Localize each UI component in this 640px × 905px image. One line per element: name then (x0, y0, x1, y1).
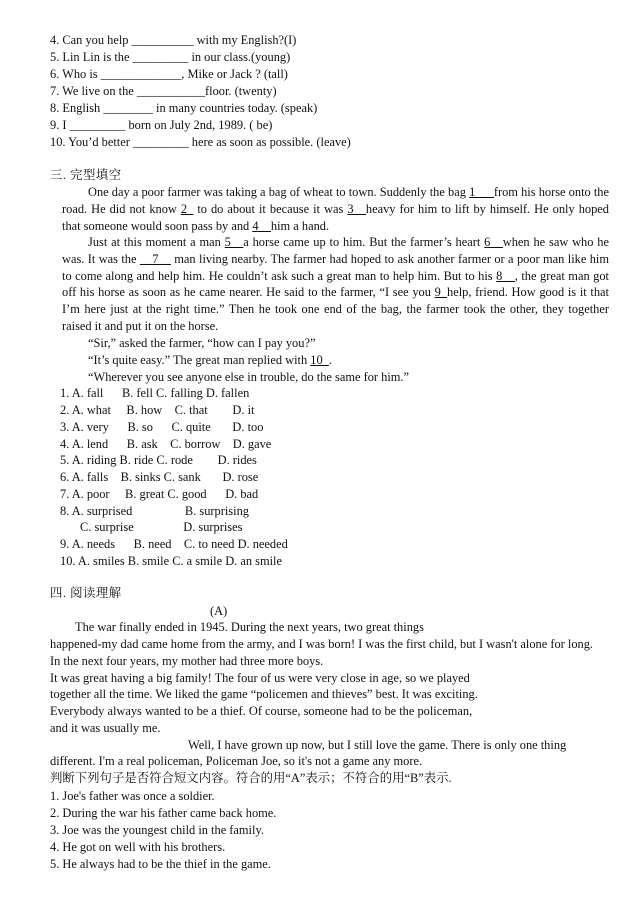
cloze-paragraph-2 (62, 234, 609, 335)
statement-item: 3. Joe was the youngest child in the family. (50, 823, 264, 837)
passage-line: together all the time. We liked the game “policemen and thieves” best. It was exciting. (50, 687, 478, 701)
cloze-heading: 三. 完型填空 (50, 168, 122, 182)
text-run: when he saw who he was. It was the (62, 235, 609, 266)
fill-item: 9. I _________ born on July 2nd, 1989. ( be) (50, 118, 273, 132)
text-run: help, friend. How good is it that I’m here just at the right time.” Then he took one end of the bag, the farmer took the other, they together raised it and put it on the horse. (62, 285, 609, 333)
option-row: 3. A. very B. so C. quite D. too (60, 420, 264, 434)
fill-item: 6. Who is _____________, Mike or Jack ? (tall) (50, 67, 288, 81)
blank-9: 9_ (434, 285, 448, 300)
option-row: 1. A. fall B. fell C. falling D. fallen (60, 386, 250, 400)
fill-item: 8. English ________ in many countries today. (speak) (50, 101, 318, 115)
passage-line: Well, I have grown up now, but I still love the game. There is only one thing (188, 738, 567, 752)
statement-item: 1. Joe's father was once a soldier. (50, 789, 215, 803)
blank-6: 6__ (484, 235, 503, 249)
blank-7: __7__ (139, 251, 171, 266)
fill-item: 7. We live on the ___________floor. (twenty) (50, 84, 277, 98)
text-run: to do about it because it was (193, 201, 348, 216)
text-run: “It’s quite easy.” The great man replied with (88, 353, 311, 367)
passage-line: In the next four years, my mother had three more boys. (50, 654, 324, 668)
instruction-text: 判断下列句子是否符合短文内容。符合的用“A”表示；不符合的用“B”表示. (50, 771, 452, 785)
blank-8: 8__ (496, 268, 515, 283)
text-run: him a hand. (270, 218, 330, 233)
option-row: 2. A. what B. how C. that D. it (60, 403, 255, 417)
fill-item: 5. Lin Lin is the _________ in our class.(young) (50, 50, 291, 64)
option-row: 7. A. poor B. great C. good D. bad (60, 487, 259, 501)
dialogue-line: “Wherever you see anyone else in trouble, do the same for him.” (88, 370, 410, 384)
fill-item: 10. You’d better _________ here as soon as possible. (leave) (50, 135, 351, 149)
option-row: 8. A. surprised B. surprising (60, 504, 249, 518)
blank-3: 3__ (347, 201, 366, 216)
text-run: . (328, 353, 332, 367)
text-run: man living nearby. The farmer had hoped to ask another farmer or a poor man like him to come along and help him. He couldn’t ask such a great man to help him. But to his (62, 251, 610, 283)
passage-line: happened-my dad came home from the army, and I was born! I was the first child, but I wasn't alone for long. (50, 637, 594, 651)
fill-item: 4. Can you help __________ with my English?(I) (50, 33, 297, 47)
dialogue-line: “Sir,” asked the farmer, “how can I pay you?” (88, 336, 316, 350)
passage-line: Everybody always wanted to be a thief. Of course, someone had to be the policeman, (50, 704, 473, 718)
passage-line: different. I'm a real policeman, Policeman Joe, so it's not a game any more. (50, 754, 423, 768)
blank-5: 5__ (224, 235, 244, 249)
passage-line: It was great having a big family! The four of us were very close in age, so we played (50, 671, 470, 685)
statement-item: 4. He got on well with his brothers. (50, 840, 226, 854)
option-row: C. surprise D. surprises (80, 520, 243, 534)
text-run: heavy for him to lift by himself. He only hoped that someone would soon pass by and (62, 201, 609, 233)
text-run: a horse came up to him. But the farmer’s heart (243, 235, 485, 249)
option-row: 6. A. falls B. sinks C. sank D. rose (60, 470, 259, 484)
option-row: 9. A. needs B. need C. to need D. needed (60, 537, 288, 551)
text-run: Just at this moment a man (88, 235, 225, 249)
blank-4: 4__ (252, 218, 271, 233)
statement-item: 2. During the war his father came back home. (50, 806, 277, 820)
option-row: 5. A. riding B. ride C. rode D. rides (60, 453, 257, 467)
text-run: One day a poor farmer was taking a bag of wheat to town. Suddenly the bag (88, 185, 470, 199)
blank-1: 1___ (469, 185, 494, 199)
blank-10: 10_ (310, 353, 329, 367)
statement-item: 5. He always had to be the thief in the game. (50, 857, 271, 871)
passage-line: The war finally ended in 1945. During the next years, two great things (75, 620, 424, 634)
dialogue-line (88, 352, 332, 369)
reading-heading: 四. 阅读理解 (50, 586, 122, 600)
text-run: , the great man got off his horse as soon as he came nearer. He said to the farmer, “I see you (62, 268, 609, 300)
passage-label: (A) (210, 604, 228, 618)
option-row: 4. A. lend B. ask C. borrow D. gave (60, 437, 272, 451)
option-row: 10. A. smiles B. smile C. a smile D. an smile (60, 554, 282, 568)
blank-2: 2_ (180, 201, 194, 216)
passage-line: and it was usually me. (50, 721, 161, 735)
text-run: from his horse onto the road. He did not know (62, 185, 609, 216)
cloze-paragraph-1 (62, 184, 609, 234)
